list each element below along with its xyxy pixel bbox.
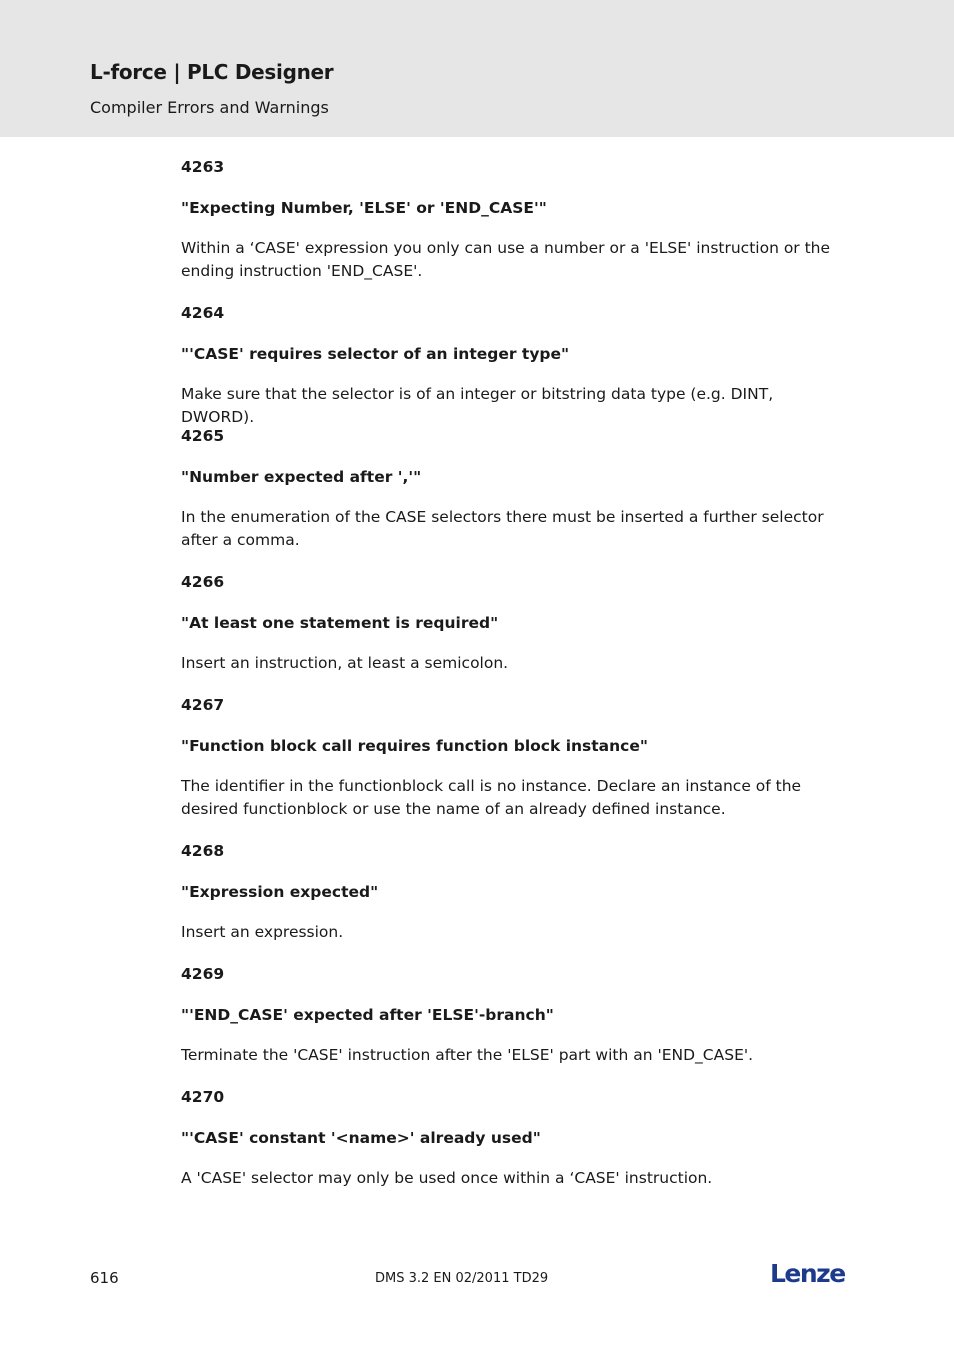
error-description: The identifier in the functionblock call is no instance. Declare an instance of the desired functionblock or use the name of an already defined instance. (181, 777, 802, 818)
error-message: "Number expected after ','" (181, 468, 422, 486)
lenze-logo (770, 1258, 850, 1288)
product-title: L-force | PLC Designer (90, 60, 334, 84)
logo-wordmark: Lenze (770, 1259, 845, 1288)
page-number: 616 (90, 1269, 119, 1287)
error-message: "At least one statement is required" (181, 614, 499, 632)
error-message: "Function block call requires function block instance" (181, 737, 648, 755)
error-code: 4265 (181, 427, 225, 445)
error-description: Insert an expression. (181, 923, 344, 941)
error-description: Within a ‘CASE' expression you only can use a number or a 'ELSE' instruction or the ending instruction 'END_CASE'. (181, 239, 831, 280)
error-code: 4266 (181, 573, 225, 591)
error-code: 4263 (181, 158, 225, 176)
error-description: Make sure that the selector is of an integer or bitstring data type (e.g. DINT, DWORD). (181, 385, 774, 426)
error-description: Insert an instruction, at least a semicolon. (181, 654, 509, 672)
error-message: "Expecting Number, 'ELSE' or 'END_CASE'" (181, 199, 547, 217)
error-description: Terminate the 'CASE' instruction after the 'ELSE' part with an 'END_CASE'. (181, 1046, 754, 1064)
error-code: 4268 (181, 842, 225, 860)
document-id: DMS 3.2 EN 02/2011 TD29 (375, 1271, 549, 1286)
header-band (0, 0, 954, 137)
error-description: A 'CASE' selector may only be used once within a ‘CASE' instruction. (181, 1169, 713, 1187)
chapter-title: Compiler Errors and Warnings (90, 98, 329, 117)
error-code: 4267 (181, 696, 225, 714)
error-message: "'CASE' constant '<name>' already used" (181, 1129, 541, 1147)
error-code: 4264 (181, 304, 225, 322)
error-message: "'END_CASE' expected after 'ELSE'-branch" (181, 1006, 554, 1024)
error-description: In the enumeration of the CASE selectors there must be inserted a further selector after a comma. (181, 508, 824, 549)
error-code: 4269 (181, 965, 225, 983)
error-message: "'CASE' requires selector of an integer type" (181, 345, 570, 363)
error-message: "Expression expected" (181, 883, 379, 901)
error-code: 4270 (181, 1088, 225, 1106)
